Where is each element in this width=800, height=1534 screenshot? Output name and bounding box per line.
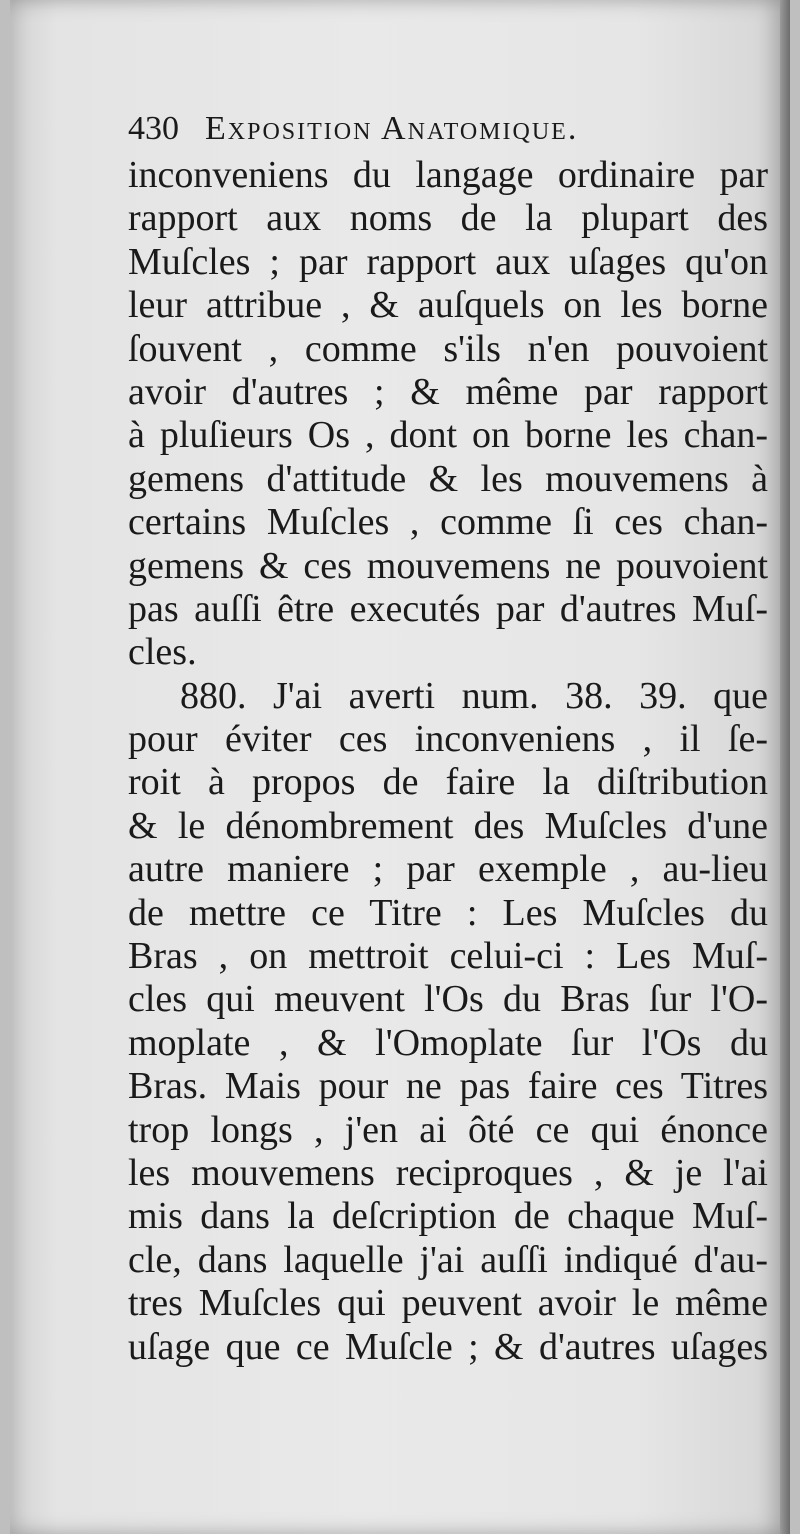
running-title: Exposition Anatomique. — [205, 110, 579, 147]
text-line: gemens d'attitude & les mouvemens à — [128, 457, 768, 500]
text-line: cle, dans laquelle j'ai auſſi indiqué d'au- — [128, 1238, 768, 1281]
page-number: 430 — [128, 110, 179, 147]
text-line: pas auſſi être executés par d'autres Muſ- — [128, 587, 768, 630]
text-line: tres Muſcles qui peuvent avoir le même — [128, 1282, 768, 1325]
text-line: leur attribue , & auſquels on les borne — [128, 284, 768, 327]
paragraph-start-line: 880. J'ai averti num. 38. 39. que — [180, 674, 768, 717]
text-line: gemens & ces mouvemens ne pouvoient — [128, 544, 768, 587]
text-line: cles qui meuvent l'Os du Bras ſur l'O- — [128, 978, 768, 1021]
text-line: autre maniere ; par exemple , au-lieu — [128, 848, 768, 891]
text-line: roit à propos de faire la diſtribution — [128, 761, 768, 804]
text-line: cles. — [128, 631, 197, 674]
text-line: certains Muſcles , comme ſi ces chan- — [128, 501, 768, 544]
text-line: Bras. Mais pour ne pas faire ces Titres — [128, 1065, 768, 1108]
text-line: trop longs , j'en ai ôté ce qui énonce — [128, 1108, 768, 1151]
text-line: uſage que ce Muſcle ; & d'autres uſages — [128, 1325, 768, 1368]
text-line: pour éviter ces inconveniens , il ſe- — [128, 718, 768, 761]
book-page — [10, 0, 790, 1534]
text-line: les mouvemens reciproques , & je l'ai — [128, 1151, 768, 1194]
text-line: avoir d'autres ; & même par rapport — [128, 370, 768, 413]
text-line: à pluſieurs Os , dont on borne les chan- — [128, 414, 768, 457]
page-edge-shadow — [780, 0, 790, 1534]
text-line: rapport aux noms de la plupart des — [128, 197, 768, 240]
running-head — [128, 110, 768, 154]
text-line: de mettre ce Titre : Les Muſcles du — [128, 891, 768, 934]
text-line: & le dénombrement des Muſcles d'une — [128, 804, 768, 847]
text-line: inconveniens du langage ordinaire par — [128, 154, 768, 196]
text-line: Bras , on mettroit celui-ci : Les Muſ- — [128, 935, 768, 978]
text-line: ſouvent , comme s'ils n'en pouvoient — [128, 327, 768, 370]
text-block — [128, 110, 768, 1369]
text-line: Muſcles ; par rapport aux uſages qu'on — [128, 240, 768, 283]
text-line: moplate , & l'Omoplate ſur l'Os du — [128, 1021, 768, 1064]
text-line: mis dans la deſcription de chaque Muſ- — [128, 1195, 768, 1238]
